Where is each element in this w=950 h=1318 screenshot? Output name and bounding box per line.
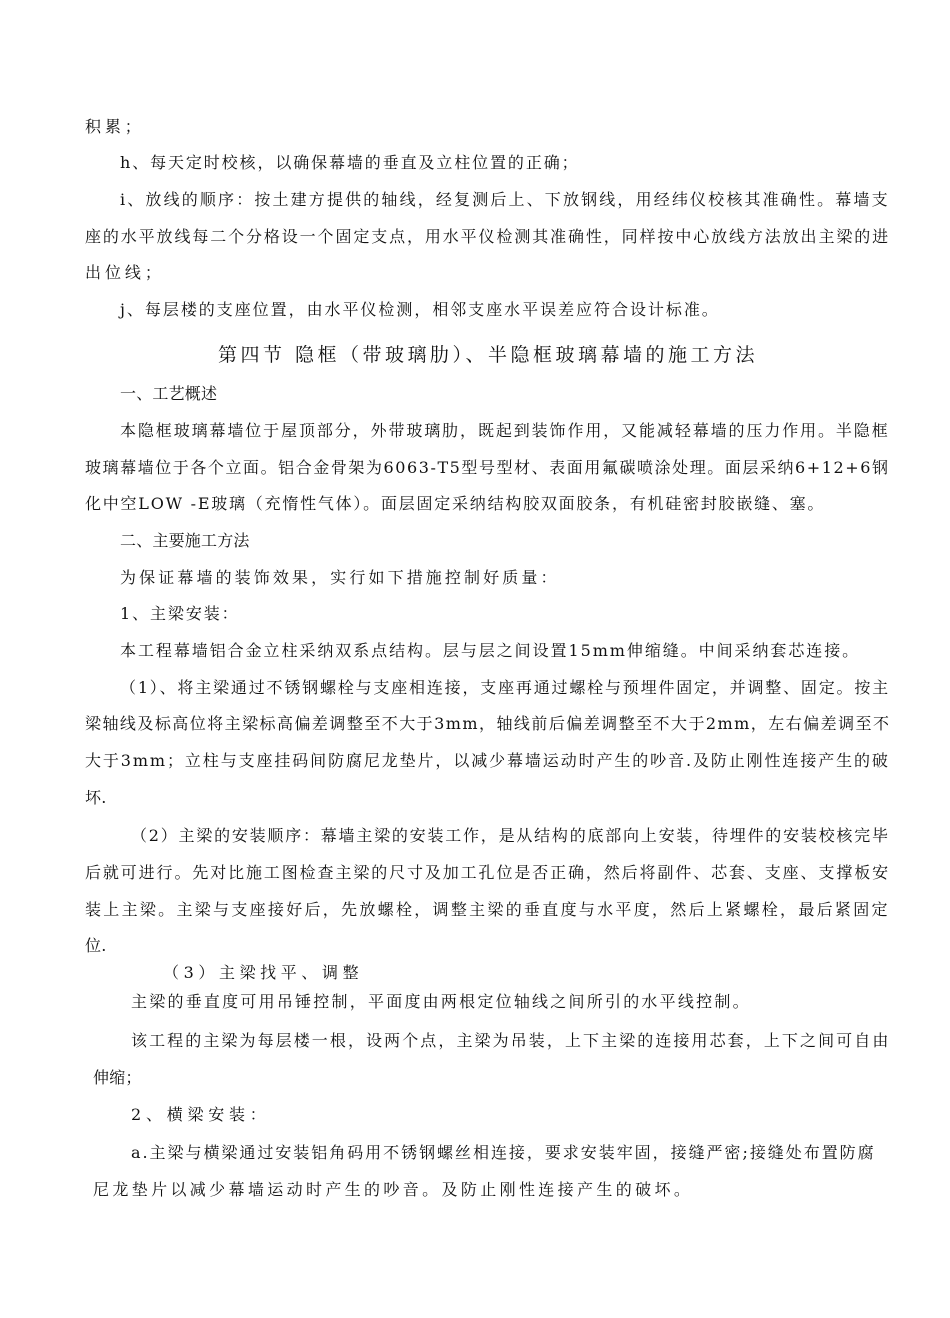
paragraph-line: 梁轴线及标高位将主梁标高偏差调整至不大于3mm，轴线前后偏差调整至不大于2mm，左右偏差调至不 <box>85 714 891 733</box>
subheading: 1、主梁安装： <box>120 604 240 623</box>
paragraph-line: （2）主梁的安装顺序：幕墙主梁的安装工作，是从结构的底部向上安装，待埋件的安装校核完毕 <box>131 826 890 845</box>
paragraph-line: 位. <box>85 936 107 955</box>
paragraph-line: 为保证幕墙的装饰效果，实行如下措施控制好质量： <box>120 568 560 587</box>
paragraph-line: 大于3mm；立柱与支座挂码间防腐尼龙垫片，以减少幕墙运动时产生的吵音.及防止刚性连接产生的破 <box>85 751 890 770</box>
paragraph-line: 化中空LOW -E玻璃（充惰性气体）。面层固定采纳结构胶双面胶条，有机硅密封胶嵌缝、塞。 <box>85 494 826 513</box>
paragraph-line: 座的水平放线每二个分格设一个固定支点，用水平仪检测其准确性，同样按中心放线方法放出主梁的进 <box>85 227 891 246</box>
paragraph-line: 玻璃幕墙位于各个立面。铝合金骨架为6063-T5型号型材、表面用氟碳喷涂处理。面层采纳6+12+6钢 <box>85 458 890 477</box>
paragraph-line: 尼龙垫片以减少幕墙运动时产生的吵音。及防止刚性连接产生的破坏。 <box>93 1180 694 1199</box>
paragraph-line: 主梁的垂直度可用吊锤控制，平面度由两根定位轴线之间所引的水平线控制。 <box>131 992 751 1011</box>
subheading: 2、横梁安装： <box>131 1105 271 1124</box>
section-title: 第四节 隐框（带玻璃肋）、半隐框玻璃幕墙的施工方法 <box>218 344 759 366</box>
paragraph-line: i、放线的顺序：按土建方提供的轴线，经复测后上、下放钢线，用经纬仪校核其准确性。幕墙支 <box>120 190 890 209</box>
paragraph-line: a.主梁与横梁通过安装铝角码用不锈钢螺丝相连接，要求安装牢固，接缝严密;接缝处布置防腐 <box>131 1143 876 1162</box>
paragraph-line: 该工程的主梁为每层楼一根，设两个点，主梁为吊装，上下主梁的连接用芯套，上下之间可自由 <box>131 1031 891 1050</box>
paragraph-line: 伸缩； <box>93 1068 142 1087</box>
paragraph-line: 出位线； <box>85 263 165 282</box>
paragraph-line: 坏. <box>85 788 107 807</box>
paragraph-line: 后就可进行。先对比施工图检查主梁的尺寸及加工孔位是否正确，然后将副件、芯套、支座、支撑板安 <box>85 863 891 882</box>
subheading: 一、工艺概述 <box>120 384 218 403</box>
subheading: （3）主梁找平、调整 <box>163 963 364 982</box>
paragraph-line: （1）、将主梁通过不锈钢螺栓与支座相连接，支座再通过螺栓与预埋件固定，并调整、固定。按主 <box>120 678 890 697</box>
paragraph-line: 装上主梁。主梁与支座接好后，先放螺栓，调整主梁的垂直度与水平度，然后上紧螺栓，最后紧固定 <box>85 900 890 919</box>
paragraph-line: 积累； <box>85 117 145 136</box>
paragraph-line: h、每天定时校核，以确保幕墙的垂直及立柱位置的正确； <box>120 153 580 172</box>
subheading: 二、主要施工方法 <box>120 531 250 550</box>
paragraph-line: 本工程幕墙铝合金立柱采纳双系点结构。层与层之间设置15mm伸缩缝。中间采纳套芯连接。 <box>120 641 861 660</box>
paragraph-line: 本隐框玻璃幕墙位于屋顶部分，外带玻璃肋，既起到装饰作用，又能减轻幕墙的压力作用。半隐框 <box>120 421 890 440</box>
paragraph-line: j、每层楼的支座位置，由水平仪检测，相邻支座水平误差应符合设计标准。 <box>120 300 720 319</box>
